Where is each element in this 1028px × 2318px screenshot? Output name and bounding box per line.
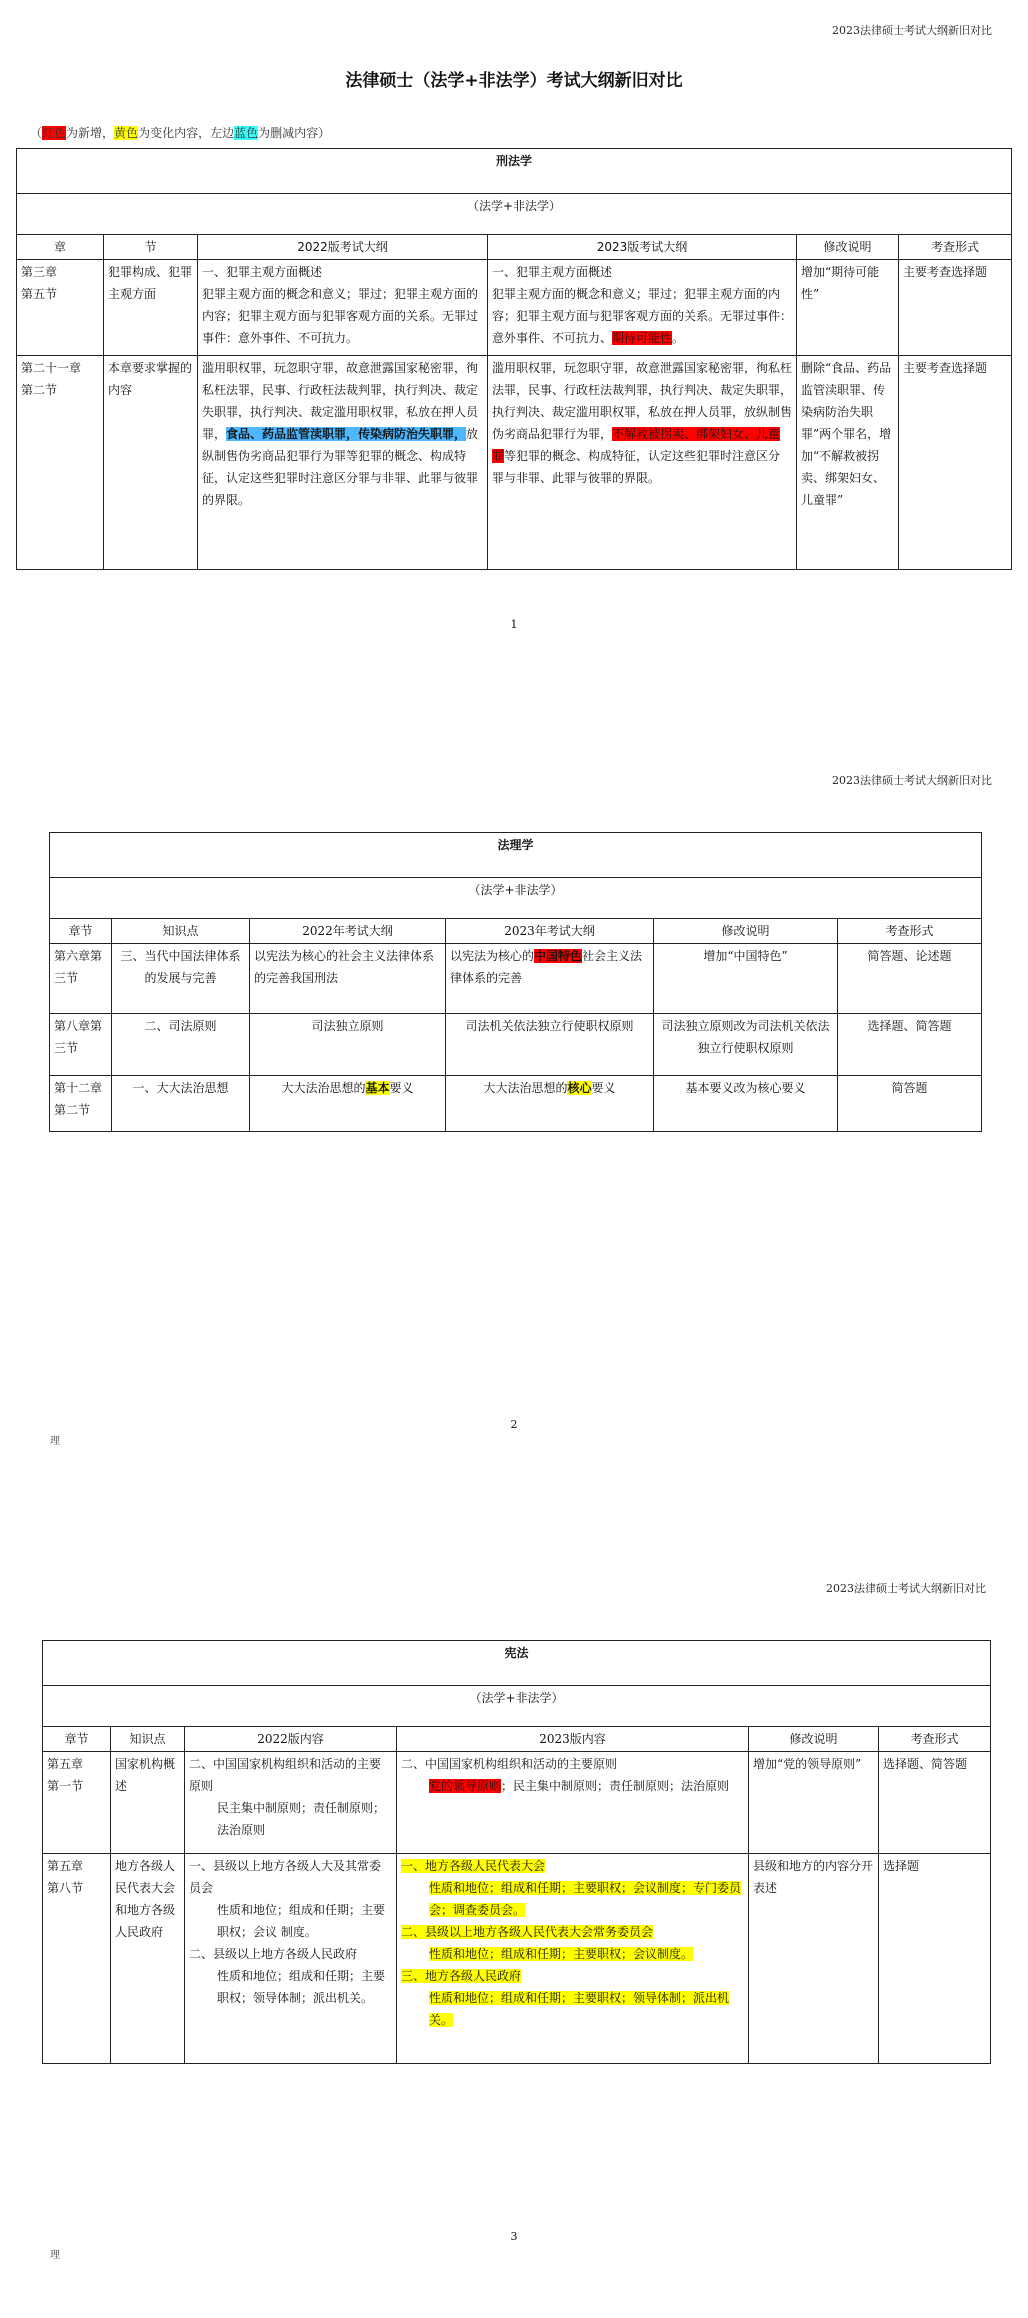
legend-text-2: 为变化内容，左边	[138, 126, 235, 140]
old-outline-cell	[185, 1752, 397, 1854]
old-text: 性质和地位；组成和任期；主要职权；领导体制；派出机关。	[217, 1969, 386, 2005]
note-cell: 县级和地方的内容分开表述	[749, 1854, 879, 2064]
form-cell: 简答题	[838, 1076, 982, 1132]
new-heading: 二、中国国家机构组织和活动的主要原则	[401, 1757, 618, 1771]
chapter-cell: 第三章 第五节	[17, 260, 104, 356]
header-row	[50, 919, 982, 944]
changed-highlight: 核心	[567, 1081, 592, 1095]
legend-open: （	[30, 126, 43, 140]
table-subtitle: （法学+非法学）	[17, 194, 1012, 235]
table-row	[50, 944, 982, 1014]
old-outline-cell	[250, 1076, 446, 1132]
old-outline-cell	[198, 356, 488, 570]
section-cell: 犯罪构成、犯罪主观方面	[104, 260, 198, 356]
new-text: 以宪法为核心的	[450, 949, 535, 963]
table-row	[17, 356, 1012, 570]
note-cell: 增加“中国特色”	[654, 944, 838, 1014]
legend-text-1: 为新增，	[66, 126, 115, 140]
table-subtitle: （法学+非法学）	[43, 1686, 991, 1727]
old-outline-cell	[198, 260, 488, 356]
note-cell: 基本要义改为核心要义	[654, 1076, 838, 1132]
old-text-end: 放纵制售伪劣商品犯罪行为罪等犯罪的概念、构成特征，认定这些犯罪时注意区分罪与非罪、此罪与彼罪的界限。	[202, 427, 479, 507]
col-header: 考查形式	[899, 235, 1012, 260]
chapter-cell: 第十二章第二节	[50, 1076, 112, 1132]
changed-highlight: 性质和地位；组成和任期；主要职权；领导体制；派出机关。	[429, 1991, 730, 2027]
chapter-cell: 第五章 第八节	[43, 1854, 111, 2064]
new-text-end: 。	[672, 331, 685, 345]
col-header: 考查形式	[838, 919, 982, 944]
note-cell: 增加“期待可能性”	[797, 260, 899, 356]
constitution-table	[42, 1640, 991, 2064]
chapter-cell: 第五章 第一节	[43, 1752, 111, 1854]
added-highlight: 不解救被拐卖、绑架妇女、儿童罪	[492, 427, 781, 463]
legend-blue: 蓝色	[234, 126, 259, 140]
page-footer: 理	[50, 2250, 60, 2261]
running-header: 2023法律硕士考试大纲新旧对比	[832, 774, 992, 787]
new-outline-cell	[397, 1854, 749, 2064]
added-highlight: 党的领导原则	[429, 1779, 502, 1793]
form-cell: 选择题、简答题	[838, 1014, 982, 1076]
note-cell: 增加“党的领导原则”	[749, 1752, 879, 1854]
new-text-end: 等犯罪的概念、构成特征，认定这些犯罪时注意区分罪与非罪、此罪与彼罪的界限。	[492, 449, 781, 485]
col-header: 章节	[43, 1727, 111, 1752]
col-header: 2022版内容	[185, 1727, 397, 1752]
table-row	[43, 1752, 991, 1854]
col-header: 章节	[50, 919, 112, 944]
changed-highlight: 二、县级以上地方各级人民代表大会常务委员会	[401, 1925, 654, 1939]
old-text: 民主集中制原则；责任制原则；法治原则	[217, 1801, 386, 1837]
col-header: 知识点	[111, 1727, 185, 1752]
page-1	[0, 0, 1028, 760]
old-text: 滥用职权罪，玩忽职守罪，故意泄露国家秘密罪，徇私枉法罪，民事、行政枉法裁判罪，执行判决、裁定失职罪，执行判决、裁定滥用职权罪，私放在押人员罪，	[202, 361, 479, 441]
running-header: 2023法律硕士考试大纲新旧对比	[826, 1582, 986, 1595]
point-cell: 一、大大法治思想	[112, 1076, 250, 1132]
legend-text-3: 为删减内容）	[258, 126, 331, 140]
col-header: 章	[17, 235, 104, 260]
new-outline-cell: 司法机关依法独立行使职权原则	[446, 1014, 654, 1076]
table-row	[50, 1076, 982, 1132]
running-header: 2023法律硕士考试大纲新旧对比	[832, 24, 992, 37]
legend-red: 红色	[42, 126, 67, 140]
table-row	[43, 1854, 991, 2064]
col-header: 知识点	[112, 919, 250, 944]
criminal-law-table	[16, 148, 1012, 570]
col-header: 2023年考试大纲	[446, 919, 654, 944]
point-cell: 地方各级人民代表大会和地方各级人民政府	[111, 1854, 185, 2064]
new-outline-cell	[488, 356, 797, 570]
point-cell: 国家机构概述	[111, 1752, 185, 1854]
page-2	[0, 760, 1028, 1540]
header-row	[43, 1727, 991, 1752]
chapter-cell: 第二十一章 第二节	[17, 356, 104, 570]
new-text: ；民主集中制原则；责任制原则；法治原则	[501, 1779, 730, 1793]
old-text: 大大法治思想的	[281, 1081, 366, 1095]
color-legend	[30, 124, 330, 141]
col-header: 节	[104, 235, 198, 260]
new-outline-cell	[397, 1752, 749, 1854]
note-cell: 司法独立原则改为司法机关依法独立行使职权原则	[654, 1014, 838, 1076]
page-footer: 理	[50, 1436, 60, 1447]
page-number: 2	[510, 1418, 518, 1431]
old-heading: 二、县级以上地方各级人民政府	[189, 1947, 358, 1961]
changed-highlight: 基本	[365, 1081, 390, 1095]
changed-highlight: 性质和地位；组成和任期；主要职权；会议制度。	[429, 1947, 694, 1961]
new-outline-cell	[488, 260, 797, 356]
old-heading: 一、县级以上地方各级人大及其常委员会	[189, 1859, 382, 1895]
table-title: 法理学	[50, 833, 982, 878]
table-row	[17, 260, 1012, 356]
old-text-end: 要义	[389, 1081, 414, 1095]
point-cell: 三、当代中国法律体系的发展与完善	[112, 944, 250, 1014]
legend-yellow: 黄色	[114, 126, 139, 140]
new-text-end: 社会主义法律体系的完善	[450, 949, 643, 985]
col-header: 2023版内容	[397, 1727, 749, 1752]
table-row	[50, 1014, 982, 1076]
page-number: 1	[510, 618, 518, 631]
old-outline-cell	[185, 1854, 397, 2064]
new-outline-cell	[446, 1076, 654, 1132]
new-heading: 一、犯罪主观方面概述	[492, 265, 613, 279]
old-heading: 一、犯罪主观方面概述	[202, 265, 323, 279]
header-row	[17, 235, 1012, 260]
old-outline-cell: 以宪法为核心的社会主义法律体系的完善我国刑法	[250, 944, 446, 1014]
added-highlight: 中国特色	[534, 949, 583, 963]
form-cell: 选择题、简答题	[879, 1752, 991, 1854]
old-text: 犯罪主观方面的概念和意义；罪过；犯罪主观方面的内容；犯罪主观方面与犯罪客观方面的关系。无罪过事件：意外事件、不可抗力。	[202, 287, 479, 345]
section-cell: 本章要求掌握的内容	[104, 356, 198, 570]
old-text: 性质和地位；组成和任期；主要职权；会议 制度。	[217, 1903, 386, 1939]
form-cell: 主要考查选择题	[899, 356, 1012, 570]
page-number: 3	[510, 2230, 518, 2243]
form-cell: 主要考查选择题	[899, 260, 1012, 356]
col-header: 2023版考试大纲	[488, 235, 797, 260]
changed-highlight: 性质和地位；组成和任期；主要职权；会议制度；专门委员会；调查委员会。	[429, 1881, 742, 1917]
new-text: 犯罪主观方面的概念和意义；罪过；犯罪主观方面的内容；犯罪主观方面与犯罪客观方面的关系。无罪过事件：意外事件、不可抗力、	[492, 287, 793, 345]
old-heading: 二、中国国家机构组织和活动的主要原则	[189, 1757, 382, 1793]
old-outline-cell: 司法独立原则	[250, 1014, 446, 1076]
form-cell: 选择题	[879, 1854, 991, 2064]
col-header: 修改说明	[654, 919, 838, 944]
new-text: 滥用职权罪，玩忽职守罪，故意泄露国家秘密罪，徇私枉法罪，民事、行政枉法裁判罪，执行判决、裁定失职罪，执行判决、裁定滥用职权罪，私放在押人员罪，放纵制售伪劣商品犯罪行为罪，	[492, 361, 793, 441]
col-header: 修改说明	[749, 1727, 879, 1752]
chapter-cell: 第六章第三节	[50, 944, 112, 1014]
page-3	[0, 1540, 1028, 2318]
chapter-cell: 第八章第三节	[50, 1014, 112, 1076]
table-title: 刑法学	[17, 149, 1012, 194]
col-header: 修改说明	[797, 235, 899, 260]
new-text-end: 要义	[591, 1081, 616, 1095]
new-outline-cell	[446, 944, 654, 1014]
changed-highlight: 一、地方各级人民代表大会	[401, 1859, 546, 1873]
col-header: 考查形式	[879, 1727, 991, 1752]
added-highlight: 期待可能性	[612, 331, 673, 345]
document-title: 法律硕士（法学+非法学）考试大纲新旧对比	[345, 71, 683, 91]
point-cell: 二、司法原则	[112, 1014, 250, 1076]
form-cell: 简答题、论述题	[838, 944, 982, 1014]
col-header: 2022版考试大纲	[198, 235, 488, 260]
new-text: 大大法治思想的	[483, 1081, 568, 1095]
note-cell: 删除“食品、药品监管渎职罪、传染病防治失职罪”两个罪名，增加“不解救被拐卖、绑架妇女、儿童罪”	[797, 356, 899, 570]
col-header: 2022年考试大纲	[250, 919, 446, 944]
table-subtitle: （法学+非法学）	[50, 878, 982, 919]
removed-highlight: 食品、药品监管渎职罪，传染病防治失职罪，	[226, 427, 467, 441]
changed-highlight: 三、地方各级人民政府	[401, 1969, 522, 1983]
table-title: 宪法	[43, 1641, 991, 1686]
jurisprudence-table	[49, 832, 982, 1132]
